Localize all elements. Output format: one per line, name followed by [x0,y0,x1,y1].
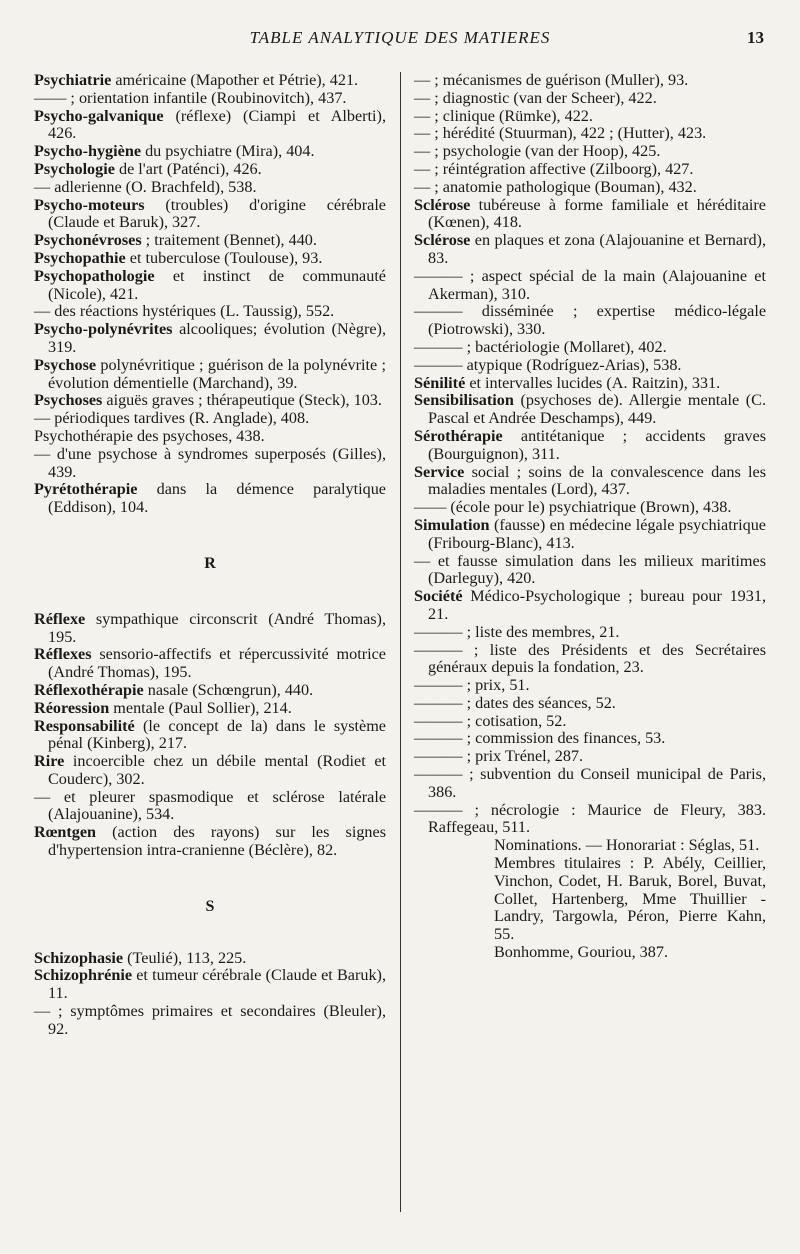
index-entry: — périodiques tardives (R. Anglade), 408. [34,409,310,428]
headword: Responsabilité [34,716,135,735]
index-entry: Psychiatrie américaine (Mapother et Pétrie), 421. [34,71,359,89]
index-entry: Psycho-galvanique (réflexe) (Ciampi et Alberti), 426. [34,106,386,143]
index-entry: — adlerienne (O. Brachfeld), 538. [34,177,257,196]
headword: Réflexes [34,645,92,664]
index-entry: — ; symptômes primaires et secondaires (Bleuler), 92. [34,1002,386,1038]
index-entry: ——— ; prix, 51. [414,676,530,695]
index-entry: Sclérose en plaques et zona (Alajouanine et Bernard), 83. [414,231,766,267]
headword: Psychoses [34,391,103,410]
index-entry: Responsabilité (le concept de la) dans le système pénal (Kinberg), 217. [34,716,386,753]
entries-r [34,611,386,860]
page-number: 13 [747,28,764,47]
index-entry: Rœntgen (action des rayons) sur les signes d'hypertension intra-cranienne (Béclère), 82. [34,823,386,860]
nominations-entry: Nominations. — Honorariat : Séglas, 51. [494,836,760,855]
headword: Sérothérapie [414,426,503,445]
index-entry: ——— ; liste des Présidents et des Secrétaires généraux depuis la fondation, 23. [414,640,766,677]
headword: Psycho-galvanique [34,106,164,125]
headword: Réflexothérapie [34,680,144,699]
headword: Psycho-moteurs [34,195,145,214]
index-entry: Réflexe sympathique circonscrit (André Thomas), 195. [34,609,386,646]
index-entry: ——— ; commission des finances, 53. [414,729,666,748]
index-entry: — et fausse simulation dans les milieux maritimes (Darleguy), 420. [414,551,766,588]
members-entry: Membres titulaires : P. Abély, Ceillier, Vinchon, Codet, H. Baruk, Borel, Buvat, Collet, Hartenberg, Mme Thuillier - Landry, Targowla, Péron, Pierre Kahn, 55. [494,854,766,944]
index-entry: Psycho-hygiène du psychiatre (Mira), 404. [34,142,315,161]
index-entry: — des réactions hystériques (L. Taussig), 552. [34,302,335,321]
headword: Réoression [34,698,110,717]
index-entry: Réflexes sensorio-affectifs et répercussivité motrice (André Thomas), 195. [34,645,386,682]
headword: Pyrétothérapie [34,480,138,499]
index-entry: ——— ; prix Trénel, 287. [414,747,584,766]
running-title: TABLE ANALYTIQUE DES MATIERES [249,28,551,47]
index-entry: Société Médico-Psychologique ; bureau pour 1931, 21. [414,587,766,623]
index-entry: Psychologie de l'art (Paténci), 426. [34,159,262,178]
index-entry: Psychose polynévritique ; guérison de la polynévrite ; évolution démentielle (Marchand), 39. [34,355,386,392]
index-entry: ——— ; aspect spécial de la main (Alajouanine et Akerman), 310. [414,266,766,303]
index-entry: Réflexothérapie nasale (Schœngrun), 440. [34,680,314,699]
entries-p [34,72,386,517]
headword: Sénilité [414,373,466,392]
index-entry: Schizophasie (Teulié), 113, 225. [34,948,247,967]
index-entry: — ; réintégration affective (Zilboorg), 427. [414,159,694,178]
headword: Schizophasie [34,948,124,967]
index-entry: Psychothérapie des psychoses, 438. [34,426,265,445]
index-entry: ——— ; bactériologie (Mollaret), 402. [414,337,667,356]
index-entry: — d'une psychose à syndromes superposés (Gilles), 439. [34,444,386,481]
headword: Psychologie [34,159,115,178]
index-entry: —— (école pour le) psychiatrique (Brown), 438. [414,498,732,517]
column-divider [400,72,401,1212]
headword: Simulation [414,515,490,534]
index-entry: ——— ; subvention du Conseil municipal de Paris, 386. [414,765,766,801]
headword: Schizophrénie [34,966,133,985]
headword: Psycho-polynévrites [34,320,173,339]
index-entry: — ; clinique (Rümke), 422. [414,106,593,125]
index-entry: — ; anatomie pathologique (Bouman), 432. [414,177,697,196]
headword: Rœntgen [34,823,97,842]
index-entry: Psycho-moteurs (troubles) d'origine cérébrale (Claude et Baruk), 327. [34,195,386,232]
index-entry: Psychopathie et tuberculose (Toulouse), 93. [34,248,323,267]
index-entry: Psychopathologie et instinct de communauté (Nicole), 421. [34,266,386,303]
index-entry: Pyrétothérapie dans la démence paralytique (Eddison), 104. [34,480,386,517]
index-entry: ——— ; nécrologie : Maurice de Fleury, 383. Raffegeau, 511. [414,800,766,837]
headword: Réflexe [34,609,86,628]
index-entry: — ; mécanismes de guérison (Muller), 93. [414,71,689,89]
index-entry: Simulation (fausse) en médecine légale psychiatrique (Fribourg-Blanc), 413. [414,515,766,552]
index-entry: — ; psychologie (van der Hoop), 425. [414,142,661,161]
index-entry: — ; hérédité (Stuurman), 422 ; (Hutter), 423. [414,124,707,143]
headword: Sensibilisation [414,391,514,410]
index-entry: Sérothérapie antitétanique ; accidents graves (Bourguignon), 311. [414,426,766,463]
last-entry: Bonhomme, Gouriou, 387. [494,943,669,962]
section-letter-s: S [205,897,215,915]
index-entry: Rire incoercible chez un débile mental (Rodiet et Couderc), 302. [34,752,386,788]
page-header [36,28,764,52]
index-entry: Sénilité et intervalles lucides (A. Raitzin), 331. [414,373,721,392]
entries-s [34,950,386,1039]
index-entry: ——— atypique (Rodríguez-Arias), 538. [414,355,682,374]
headword: Psychose [34,355,97,374]
section-letter-r: R [204,554,216,572]
index-entry: ——— ; dates des séances, 52. [414,693,616,712]
index-entry: — ; diagnostic (van der Scheer), 422. [414,88,657,107]
headword: Psychonévroses [34,231,142,250]
headword: Psychopathologie [34,266,155,285]
index-entry: Psycho-polynévrites alcooliques; évolution (Nègre), 319. [34,320,386,356]
headword: Rire [34,752,65,771]
headword: Psychiatrie [34,71,112,89]
index-entry: Psychoses aiguës graves ; thérapeutique (Steck), 103. [34,391,382,410]
index-entry: Service social ; soins de la convalescence dans les maladies mentales (Lord), 437. [414,462,766,499]
index-entry: Psychonévroses ; traitement (Bennet), 440. [34,231,317,250]
headword: Sclérose [414,195,471,214]
left-column [34,72,386,1039]
index-entry: ——— ; cotisation, 52. [414,711,567,730]
index-entry: Schizophrénie et tumeur cérébrale (Claude et Baruk), 11. [34,966,386,1003]
right-column [414,72,766,962]
index-entry: — et pleurer spasmodique et sclérose latérale (Alajouanine), 534. [34,787,386,824]
headword: Sclérose [414,231,471,250]
headword: Service [414,462,465,481]
headword: Psychopathie [34,248,126,267]
index-entry: ——— ; liste des membres, 21. [414,622,620,641]
index-entry: ——— disséminée ; expertise médico-légale (Piotrowski), 330. [414,302,766,339]
index-entry: Réoression mentale (Paul Sollier), 214. [34,698,292,717]
index-entry: Sensibilisation (psychoses de). Allergie mentale (C. Pascal et Andrée Deschamps), 449. [414,391,766,428]
headword: Société [414,587,463,606]
headword: Psycho-hygiène [34,142,142,161]
index-entry: Sclérose tubéreuse à forme familiale et héréditaire (Kœnen), 418. [414,195,766,232]
index-entry: —— ; orientation infantile (Roubinovitch), 437. [34,88,347,107]
